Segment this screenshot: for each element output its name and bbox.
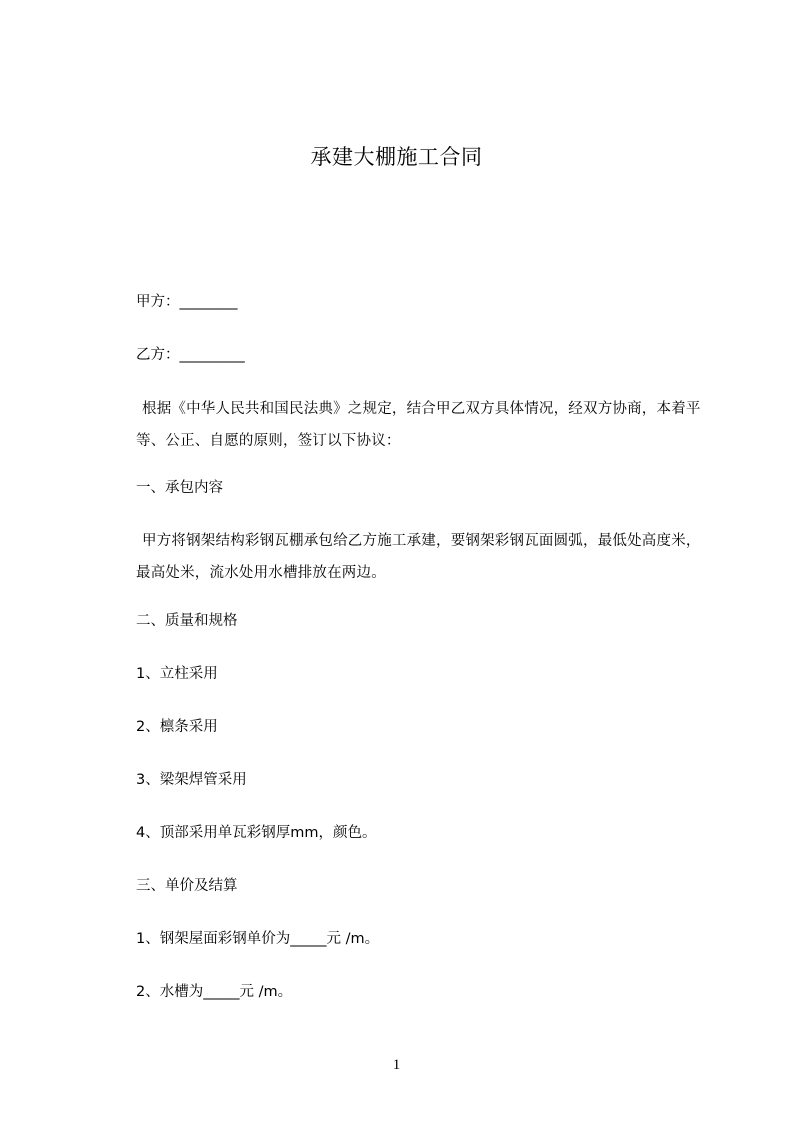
preamble-paragraph: 根据《中华人民共和国民法典》之规定，结合甲乙双方具体情况，经双方协商，本着平等、公正、自愿的原则，签订以下协议： bbox=[136, 401, 701, 449]
section-1-heading: 一、承包内容 bbox=[136, 480, 223, 496]
section-1-paragraph: 甲方将钢架结构彩钢瓦棚承包给乙方施工承建，要钢架彩钢瓦面圆弧，最低处高度米，最高处米，流水处用水槽排放在两边。 bbox=[136, 533, 701, 581]
party-b-line: 乙方：_________ bbox=[136, 347, 245, 363]
document-title: 承建大棚施工合同 bbox=[310, 145, 483, 169]
section-2-heading: 二、质量和规格 bbox=[136, 613, 238, 629]
price-item-2: 2、水槽为_____元 /m。 bbox=[136, 984, 293, 1000]
price-item-1: 1、钢架屋面彩钢单价为_____元 /m。 bbox=[136, 931, 380, 947]
page-number: 1 bbox=[392, 1057, 401, 1073]
spec-item-3: 3、梁架焊管采用 bbox=[136, 772, 247, 788]
spec-item-4: 4、顶部采用单瓦彩钢厚mm，颜色。 bbox=[136, 825, 377, 841]
party-a-line: 甲方：________ bbox=[136, 294, 238, 310]
spec-item-1: 1、立柱采用 bbox=[136, 666, 218, 682]
spec-item-2: 2、檩条采用 bbox=[136, 719, 218, 735]
section-3-heading: 三、单价及结算 bbox=[136, 878, 238, 894]
